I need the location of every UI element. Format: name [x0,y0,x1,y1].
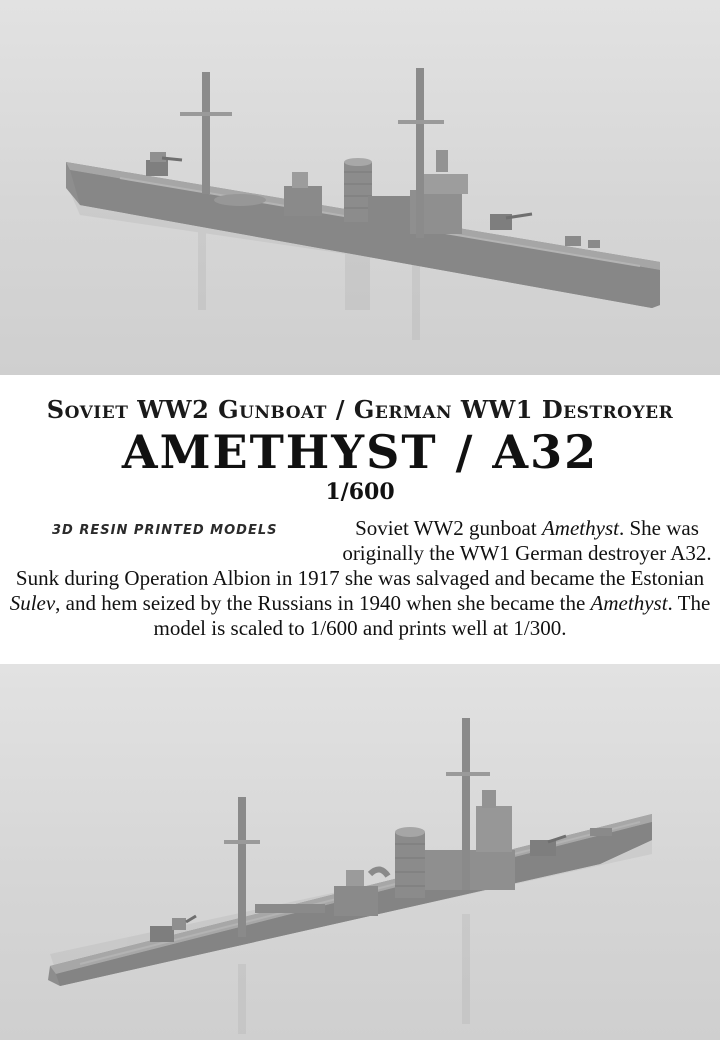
ship-model-image-top [0,0,720,375]
ship-render-bottom [0,664,720,1040]
ship-title: AMETHYST / A32 [121,425,599,479]
description-part-3: , and hem seized by the Russians in 1940 when she became the [55,591,591,615]
subtitle: Soviet WW2 Gunboat / German WW1 Destroyer [46,395,674,424]
ship-name-amethyst-2: Amethyst [590,591,668,615]
description-part-1: Soviet WW2 gunboat [355,516,542,540]
description [8,516,712,641]
ship-model-image-bottom [0,664,720,1040]
scale-label: 1/600 [325,479,395,505]
description-part-4: . The model is scaled to 1/600 and prints well at 1/300. [153,591,711,640]
text-panel [0,375,720,664]
ship-render-top [0,0,720,375]
ship-name-amethyst-1: Amethyst [541,516,619,540]
brand-logo: 3D RESIN PRINTED MODELS [52,523,278,538]
description-part-2: . She was originally the WW1 German destroyer A32. Sunk during Operation Albion in 1917 she was salvaged and became the Estonian [15,516,712,590]
ship-name-sulev: Sulev [9,591,56,615]
